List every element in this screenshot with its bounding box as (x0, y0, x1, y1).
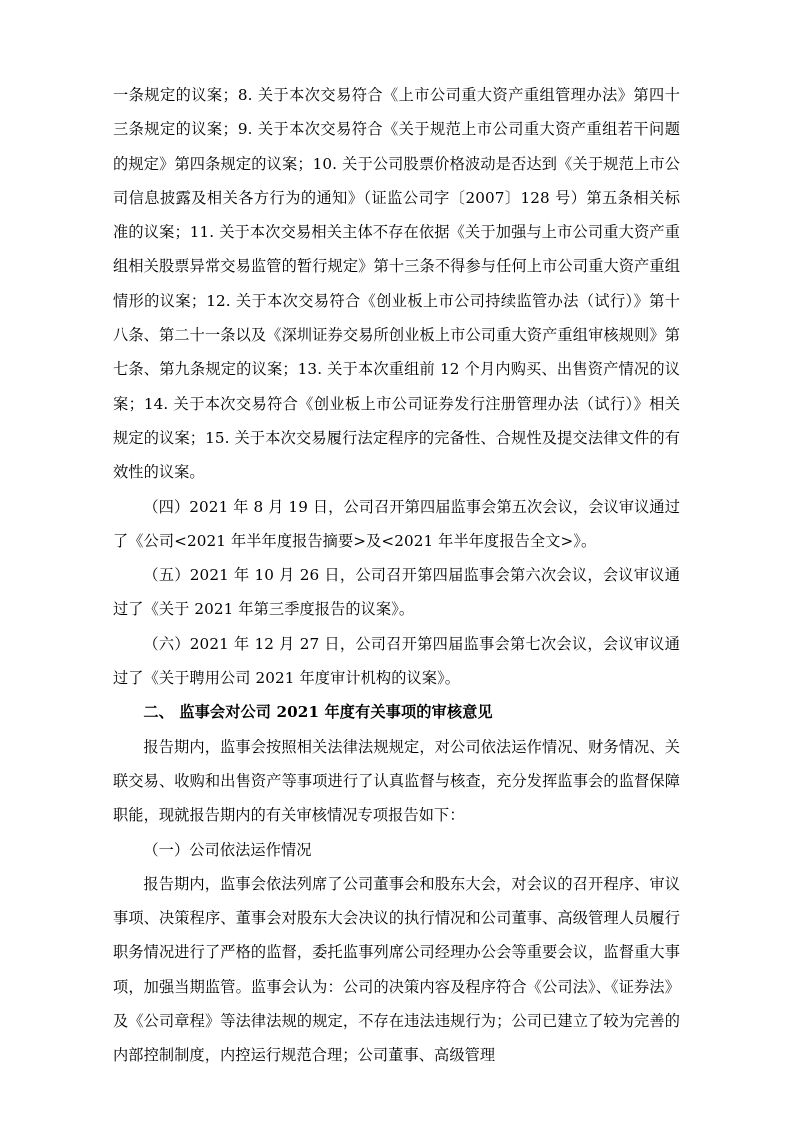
page-content (113, 78, 680, 1073)
paragraph-subsection-1-body: 报告期内，监事会依法列席了公司董事会和股东大会，对会议的召开程序、审议事项、决策程序、董事会对股东大会决议的执行情况和公司董事、高级管理人员履行职务情况进行了严格的监督，委托监事列席公司经理办公会等重要会议，监督重大事项，加强当期监管。监事会认为：公司的决策内容及程序符合《公司法》、《证券法》及《公司章程》等法律法规的规定，不存在违法违规行为；公司已建立了较为完善的内部控制制度，内控运行规范合理；公司董事、高级管理 (113, 874, 680, 1065)
paragraph-item-4: （四）2021 年 8 月 19 日，公司召开第四届监事会第五次会议，会议审议通过了《公司<2021 年半年度报告摘要>及<2021 年半年度报告全文>》。 (113, 497, 680, 550)
paragraph-item-6: （六）2021 年 12 月 27 日，公司召开第四届监事会第七次会议，会议审议通过了《关于聘用公司 2021 年度审计机构的议案》。 (113, 634, 680, 688)
paragraph-section-two-intro: 报告期内，监事会按照相关法律法规规定，对公司依法运作情况、财务情况、关联交易、收购和出售资产等事项进行了认真监督与核查，充分发挥监事会的监督保障职能，现就报告期内的有关审核情况专项报告如下： (113, 737, 680, 825)
paragraph-item-5: （五）2021 年 10 月 26 日，公司召开第四届监事会第六次会议，会议审议通过了《关于 2021 年第三季度报告的议案》。 (113, 566, 680, 619)
paragraph-continued-resolutions: 一条规定的议案；8. 关于本次交易符合《上市公司重大资产重组管理办法》第四十三条规定的议案；9. 关于本次交易符合《关于规范上市公司重大资产重组若干问题的规定》第四条规定的议案；10. 关于公司股票价格波动是否达到《关于规范上市公司信息披露及相关各方行为的通知》（证监公司字〔2007〕128 号）第五条相关标准的议案；11. 关于本次交易相关主体不存在依据《关于加强与上市公司重大资产重组相关股票异常交易监管的暂行规定》第十三条不得参与任何上市公司重大资产重组情形的议案；12. 关于本次交易符合《创业板上市公司持续监管办法（试行）》第十八条、第二十一条以及《深圳证券交易所创业板上市公司重大资产重组审核规则》第七条、第九条规定的议案；13. 关于本次重组前 12 个月内购买、出售资产情况的议案；14. 关于本次交易符合《创业板上市公司证券发行注册管理办法（试行）》相关规定的议案；15. 关于本次交易履行法定程序的完备性、合规性及提交法律文件的有效性的议案。 (113, 86, 680, 482)
paragraph-subsection-1-title: （一）公司依法运作情况 (143, 840, 312, 859)
section-heading-two: 二、 监事会对公司 2021 年度有关事项的审核意见 (143, 703, 493, 722)
